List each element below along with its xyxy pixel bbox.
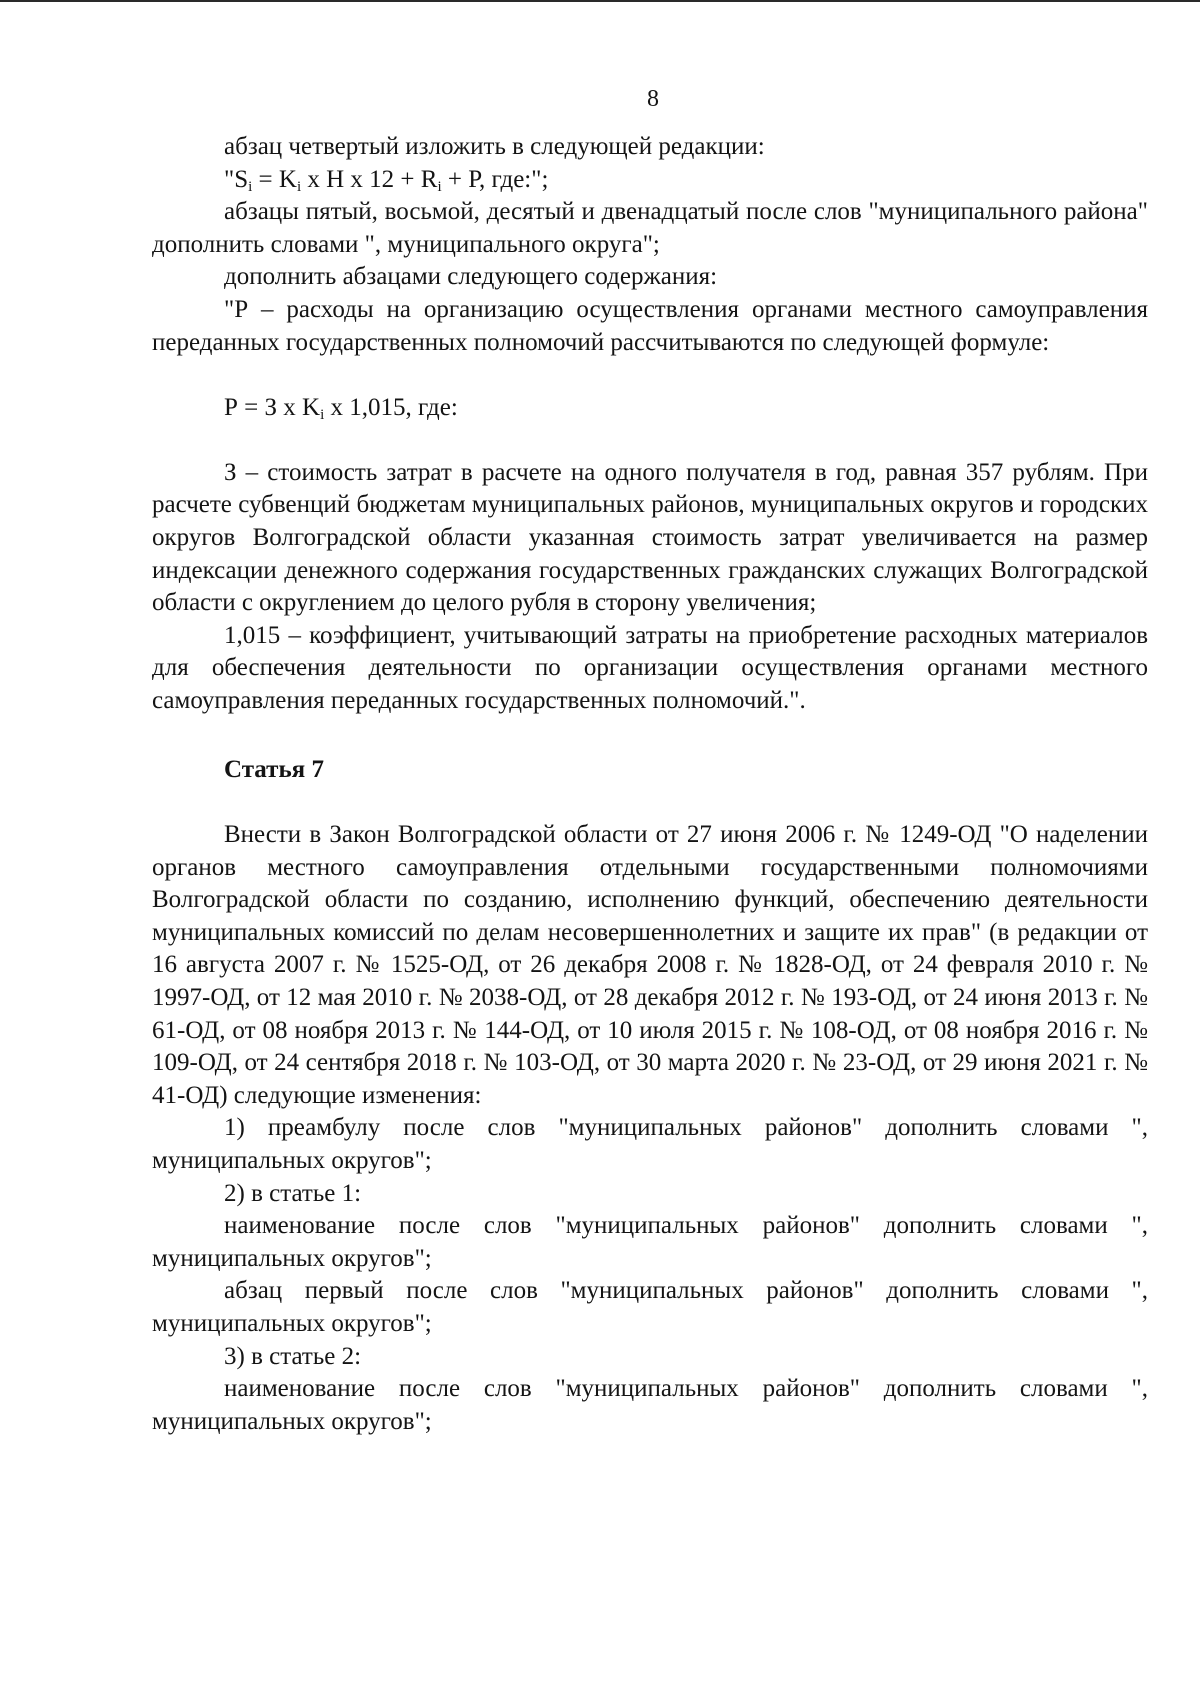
list-item-1: 1) преамбулу после слов "муниципальных районов" дополнить словами ", муниципальных округов"; <box>152 1114 1148 1175</box>
formula-s-end: + Р, где:"; <box>441 165 549 193</box>
formula-s-sub-2: i <box>296 178 302 195</box>
page-number: 8 <box>647 86 659 112</box>
paragraph-coefficient: 1,015 – коэффициент, учитывающий затраты на приобретение расходных материалов для обеспечения деятельности по организации осуществления органами местного самоуправления переданных государственных полномочий.". <box>152 621 1148 714</box>
formula-p-start: Р = З x K <box>224 394 321 422</box>
article-heading: Статья 7 <box>224 755 324 783</box>
list-item-3: 3) в статье 2: <box>224 1342 362 1370</box>
list-item-2-first-paragraph: абзац первый после слов "муниципальных районов" дополнить словами ", муниципальных округов"; <box>152 1277 1148 1337</box>
paragraph-law-amend: Внести в Закон Волгоградской области от 27 июня 2006 г. № 1249-ОД "О наделении органов местного самоуправления отдельными государственными полномочиями Волгоградской области по созданию, исполнению функций, обеспечению деятельности муниципальных комиссий по делам несовершеннолетних и защите их прав" (в редакции от 16 августа 2007 г. № 1525-ОД, от 26 декабря 2008 г. № 1828-ОД, от 24 февраля 2010 г. № 1997-ОД, от 12 мая 2010 г. № 2038-ОД, от 28 декабря 2012 г. № 193-ОД, от 24 июня 2013 г. № 61-ОД, от 08 ноября 2013 г. № 144-ОД, от 10 июля 2015 г. № 108-ОД, от 08 ноября 2016 г. № 109-ОД, от 24 сентября 2018 г. № 103-ОД, от 30 марта 2020 г. № 23-ОД, от 29 июня 2021 г. № 41-ОД) следующие изменения: <box>152 821 1148 1109</box>
formula-p-end: x 1,015, где: <box>324 394 458 422</box>
spacer <box>152 718 1148 754</box>
formula-s-mid: x Н x 12 + R <box>301 165 438 193</box>
paragraph-p-definition: "Р – расходы на организацию осуществления органами местного самоуправления переданных государственных полномочий рассчитываются по следующей формуле: <box>152 295 1148 356</box>
spacer <box>152 359 1148 392</box>
formula-s-sub-3: i <box>437 178 442 195</box>
spacer <box>152 425 1148 457</box>
list-item-3-name: наименование после слов "муниципальных районов" дополнить словами ", муниципальных округов"; <box>152 1375 1148 1435</box>
formula-s-open: "S <box>224 165 249 193</box>
paragraph-add-intro: дополнить абзацами следующего содержания: <box>224 263 718 291</box>
formula-p-line <box>152 392 1148 425</box>
spacer <box>152 786 1148 819</box>
formula-s-eq: = K <box>252 165 297 193</box>
list-item-2-name: наименование после слов "муниципальных районов" дополнить словами ", муниципальных округов"; <box>152 1212 1148 1272</box>
paragraph-amend-fourth: абзац четвертый изложить в следующей редакции: <box>224 133 765 160</box>
document-body <box>152 131 1148 1438</box>
paragraph-amend-fifth: абзацы пятый, восьмой, десятый и двенадцатый после слов "муниципального района" дополнить словами ", муниципального округа"; <box>152 198 1148 258</box>
paragraph-z-definition: З – стоимость затрат в расчете на одного получателя в год, равная 357 рублям. При расчете субвенций бюджетам муниципальных районов, муниципальных округов и городских округов Волгоградской области указанная стоимость затрат увеличивается на размер индексации денежного содержания государственных гражданских служащих Волгоградской области с округлением до целого рубля в сторону увеличения; <box>152 458 1148 617</box>
formula-s-sub-1: i <box>248 178 253 195</box>
formula-s-line <box>152 164 1148 197</box>
list-item-2: 2) в статье 1: <box>224 1179 362 1207</box>
formula-p-sub: i <box>320 407 325 424</box>
